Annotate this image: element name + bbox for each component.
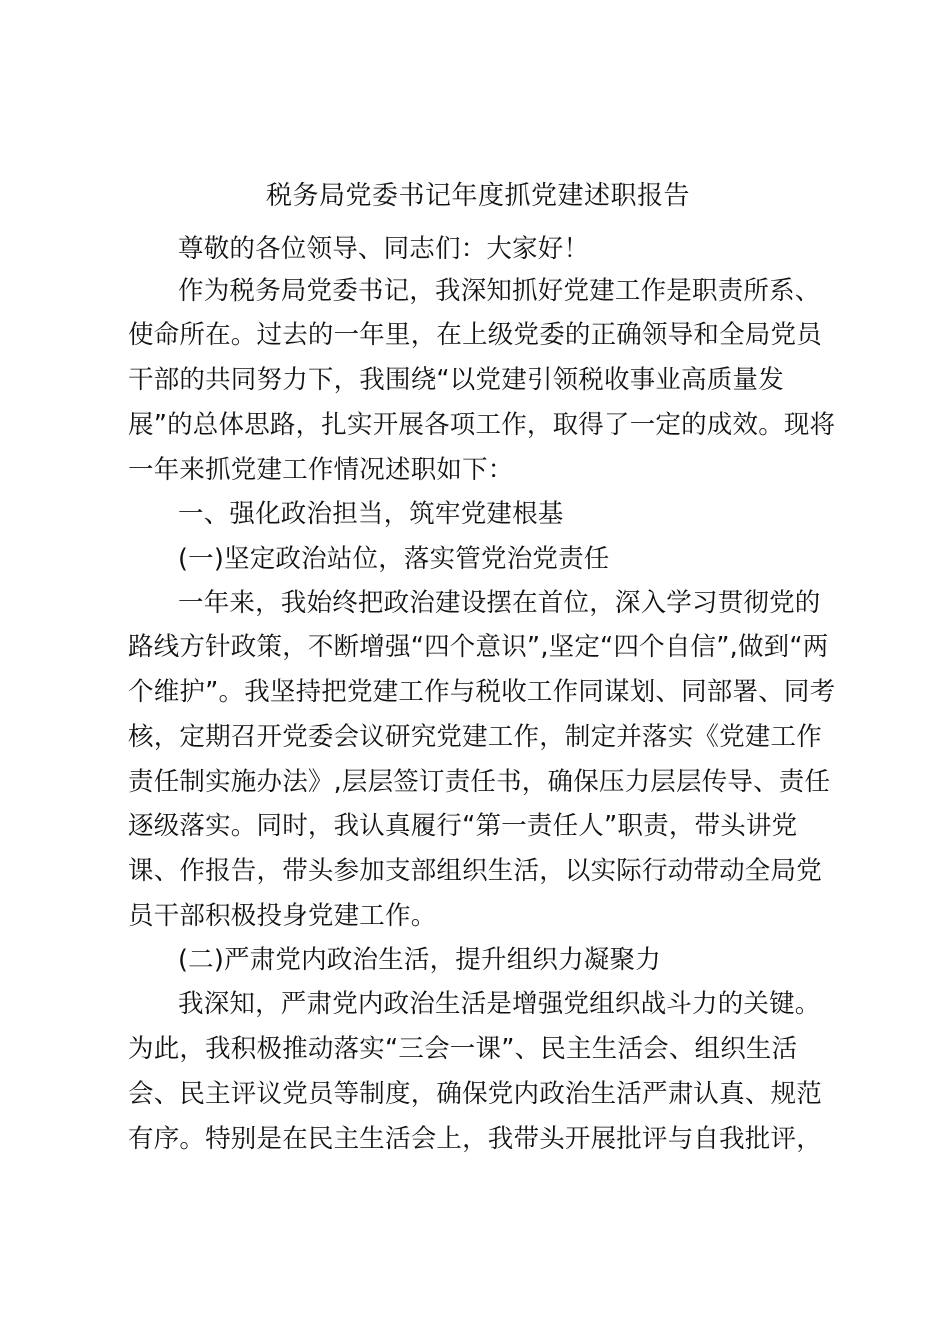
text-line: 为此，我积极推动落实“三会一课”、民主生活会、组织生活 — [128, 1034, 798, 1064]
section-heading: 一、强化政治担当，筑牢党建根基 — [178, 499, 564, 529]
text-line: 展”的总体思路，扎实开展各项工作，取得了一定的成效。现将 — [128, 410, 836, 440]
text-line: 逐级落实。同时，我认真履行“第一责任人”职责，带头讲党 — [128, 811, 798, 841]
salutation: 尊敬的各位领导、同志们：大家好！ — [178, 234, 590, 264]
text-line: 路线方针政策，不断增强“四个意识”,坚定“四个自信”,做到“两 — [128, 632, 829, 662]
text-line: 有序。特别是在民主生活会上，我带头开展批评与自我批评， — [128, 1124, 822, 1154]
text-line: 一年来，我始终把政治建设摆在首位，深入学习贯彻党的 — [178, 588, 821, 618]
subsection-heading: (二)严肃党内政治生活，提升组织力凝聚力 — [178, 945, 661, 975]
text-line: 一年来抓党建工作情况述职如下： — [128, 455, 514, 485]
text-line: 使命所在。过去的一年里，在上级党委的正确领导和全局党员 — [128, 320, 822, 350]
text-line: 个维护”。我坚持把党建工作与税收工作同谋划、同部署、同考 — [128, 677, 836, 707]
text-line: 责任制实施办法》,层层签订责任书，确保压力层层传导、责任 — [128, 767, 831, 797]
subsection-heading: (一)坚定政治站位，落实管党治党责任 — [178, 544, 610, 574]
text-line: 我深知，严肃党内政治生活是增强党组织战斗力的关键。 — [178, 989, 821, 1019]
text-line: 课、作报告，带头参加支部组织生活，以实际行动带动全局党 — [128, 856, 822, 886]
text-line: 员干部积极投身党建工作。 — [128, 901, 437, 931]
text-line: 核，定期召开党委会议研究党建工作，制定并落实《党建工作 — [128, 722, 822, 752]
document-title: 税务局党委书记年度抓党建述职报告 — [265, 181, 690, 211]
text-line: 作为税务局党委书记，我深知抓好党建工作是职责所系、 — [178, 276, 821, 306]
text-line: 干部的共同努力下，我围绕“以党建引领税收事业高质量发 — [128, 365, 784, 395]
text-line: 会、民主评议党员等制度，确保党内政治生活严肃认真、规范 — [128, 1079, 822, 1109]
